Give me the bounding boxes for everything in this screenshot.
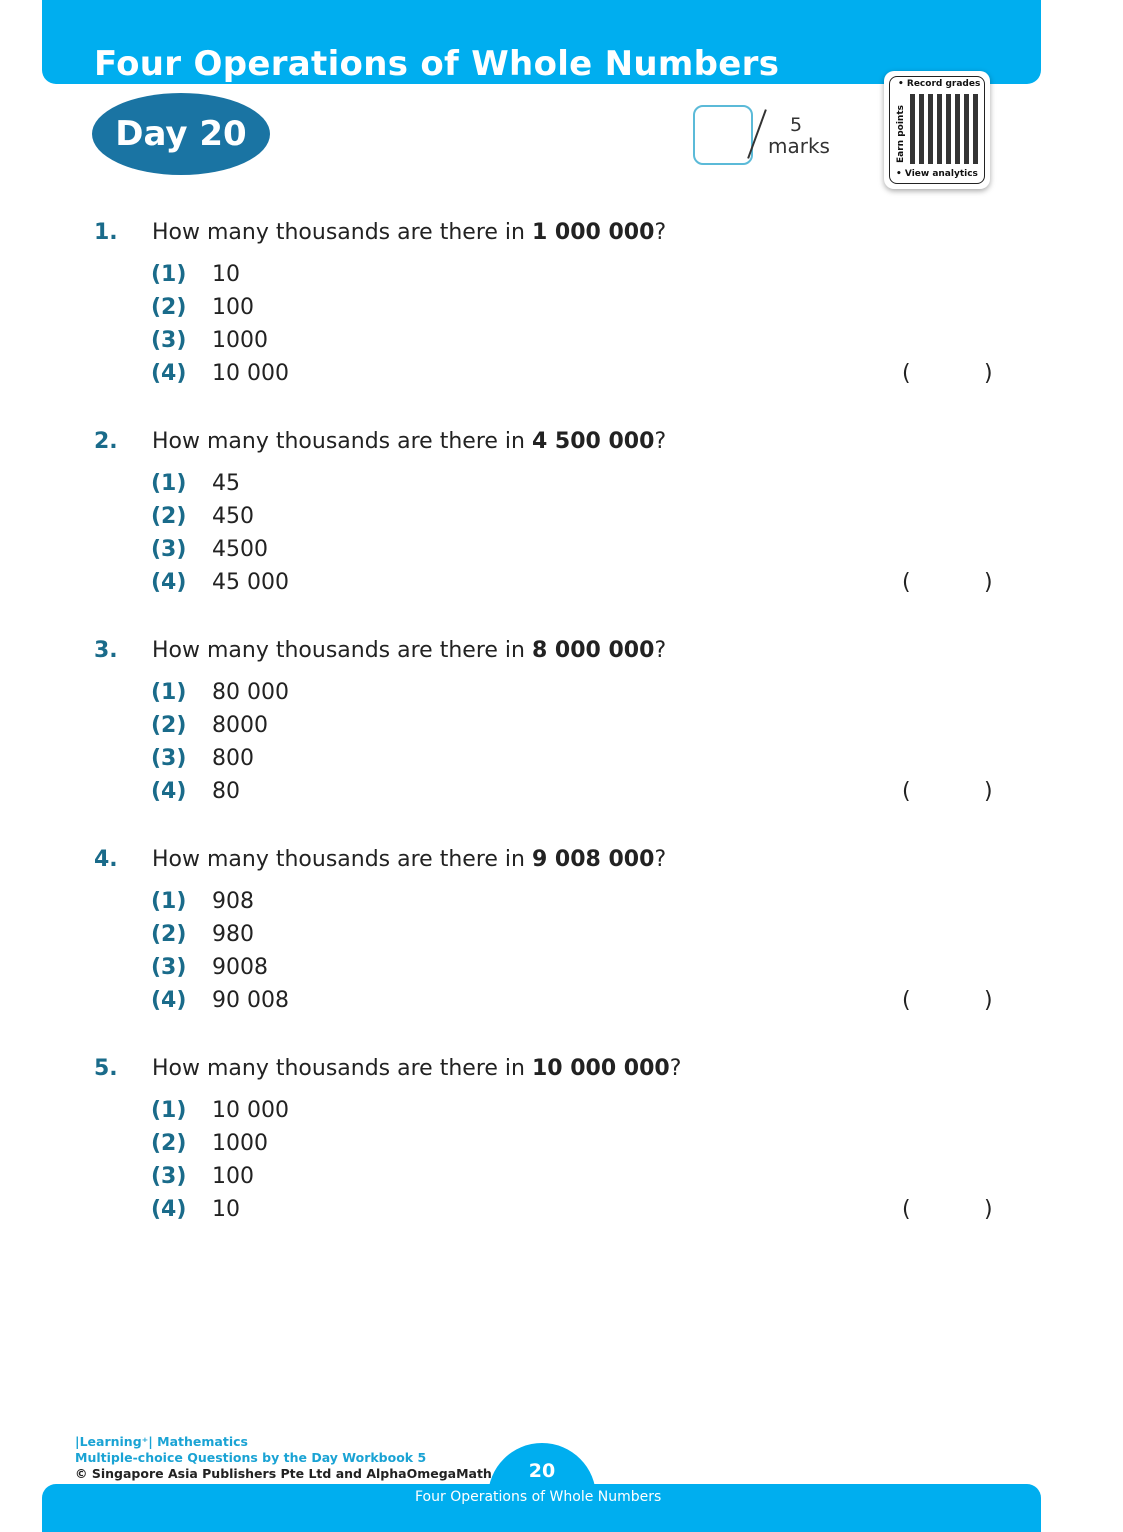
question-suffix: ?: [654, 429, 667, 454]
question-number: 1.: [94, 220, 118, 245]
qr-card[interactable]: [884, 71, 990, 189]
question-number: 2.: [94, 429, 118, 454]
answer-bracket-open: (: [902, 570, 911, 595]
option-number: (3): [151, 1164, 187, 1189]
answer-field[interactable]: [914, 1197, 982, 1223]
question-value: 1 000 000: [531, 220, 655, 245]
question-number: 5.: [94, 1056, 118, 1081]
option-number: (4): [151, 570, 187, 595]
question-prefix: How many thousands are there in: [152, 220, 532, 245]
option-number: (1): [151, 889, 187, 914]
option-text: 100: [212, 1164, 254, 1189]
option-number: (3): [151, 537, 187, 562]
page-title: Four Operations of Whole Numbers: [94, 44, 780, 84]
page-number: 20: [528, 1460, 556, 1482]
question-suffix: ?: [669, 1056, 682, 1081]
option-text: 908: [212, 889, 254, 914]
answer-bracket-open: (: [902, 779, 911, 804]
option-number: (1): [151, 471, 187, 496]
option-text: 980: [212, 922, 254, 947]
answer-bracket-open: (: [902, 361, 911, 386]
question-text: [152, 220, 666, 245]
qr-top-text: • Record grades: [898, 79, 981, 89]
option-number: (4): [151, 779, 187, 804]
option-text: 800: [212, 746, 254, 771]
question-text: [152, 429, 666, 454]
answer-field[interactable]: [914, 570, 982, 596]
question-value: 10 000 000: [531, 1056, 670, 1081]
question-prefix: How many thousands are there in: [152, 429, 532, 454]
answer-bracket-close: ): [984, 361, 993, 386]
qr-code-icon: [910, 94, 980, 164]
option-text: 90 008: [212, 988, 289, 1013]
question-prefix: How many thousands are there in: [152, 847, 532, 872]
qr-side-text: Earn points: [895, 105, 906, 163]
question-text: [152, 638, 666, 663]
option-number: (4): [151, 361, 187, 386]
qr-bottom-text: • View analytics: [896, 169, 978, 179]
question-value: 9 008 000: [531, 847, 655, 872]
option-number: (2): [151, 504, 187, 529]
answer-bracket-close: ): [984, 570, 993, 595]
answer-bracket-open: (: [902, 988, 911, 1013]
question-value: 4 500 000: [531, 429, 655, 454]
page-number-tab: [488, 1443, 596, 1523]
answer-field[interactable]: [914, 361, 982, 387]
option-number: (2): [151, 713, 187, 738]
option-text: 450: [212, 504, 254, 529]
option-text: 80: [212, 779, 240, 804]
answer-field[interactable]: [914, 988, 982, 1014]
question-number: 3.: [94, 638, 118, 663]
option-text: 1000: [212, 328, 268, 353]
question-suffix: ?: [654, 847, 667, 872]
answer-bracket-close: ): [984, 988, 993, 1013]
option-text: 4500: [212, 537, 268, 562]
option-text: 45 000: [212, 570, 289, 595]
option-text: 1000: [212, 1131, 268, 1156]
option-number: (3): [151, 328, 187, 353]
answer-field[interactable]: [914, 779, 982, 805]
option-number: (4): [151, 988, 187, 1013]
option-number: (2): [151, 1131, 187, 1156]
option-number: (3): [151, 955, 187, 980]
option-number: (1): [151, 1098, 187, 1123]
option-number: (2): [151, 922, 187, 947]
marks-label: marks: [768, 134, 830, 158]
question-prefix: How many thousands are there in: [152, 1056, 532, 1081]
option-number: (4): [151, 1197, 187, 1222]
question-suffix: ?: [654, 638, 667, 663]
answer-bracket-close: ): [984, 779, 993, 804]
option-text: 100: [212, 295, 254, 320]
answer-bracket-close: ): [984, 1197, 993, 1222]
total-marks: 5: [790, 114, 803, 136]
question-value: 8 000 000: [531, 638, 655, 663]
option-text: 10 000: [212, 361, 289, 386]
option-text: 10: [212, 262, 240, 287]
series-name: |Learning⁺| Mathematics: [75, 1434, 248, 1449]
option-text: 9008: [212, 955, 268, 980]
footer-title: Four Operations of Whole Numbers: [415, 1489, 662, 1505]
question-suffix: ?: [654, 220, 667, 245]
option-number: (2): [151, 295, 187, 320]
option-text: 45: [212, 471, 240, 496]
question-prefix: How many thousands are there in: [152, 638, 532, 663]
option-number: (1): [151, 680, 187, 705]
question-text: [152, 847, 666, 872]
option-text: 8000: [212, 713, 268, 738]
copyright: © Singapore Asia Publishers Pte Ltd and AlphaOmegaMath: [75, 1466, 492, 1481]
question-number: 4.: [94, 847, 118, 872]
day-badge: Day 20: [92, 93, 270, 175]
score-box[interactable]: [693, 105, 753, 165]
question-text: [152, 1056, 681, 1081]
option-number: (1): [151, 262, 187, 287]
option-text: 10: [212, 1197, 240, 1222]
option-text: 10 000: [212, 1098, 289, 1123]
book-title: Multiple-choice Questions by the Day Workbook 5: [75, 1450, 427, 1465]
option-number: (3): [151, 746, 187, 771]
option-text: 80 000: [212, 680, 289, 705]
answer-bracket-open: (: [902, 1197, 911, 1222]
